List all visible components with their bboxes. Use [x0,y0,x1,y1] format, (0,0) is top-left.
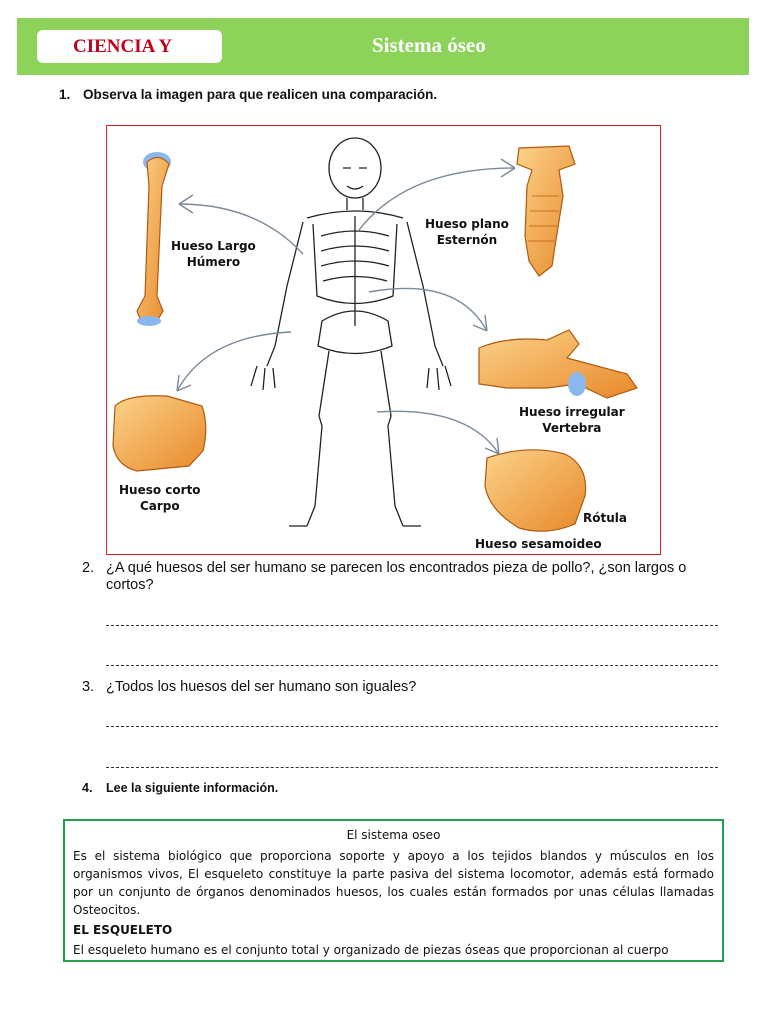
comparison-arrows [177,159,515,454]
label-short-bone [119,482,201,514]
label-long-bone-type: Hueso Largo [171,239,256,253]
vertebra-bone [479,330,637,398]
subject-label: CIENCIA Y [37,30,222,63]
carpal-bone [113,396,206,471]
question-text: Lee la siguiente información. [106,781,279,795]
label-patella: Rótula [583,511,627,525]
info-subtitle: EL ESQUELETO [73,923,173,937]
label-short-bone-type: Hueso corto [119,483,201,497]
label-irregular-bone-type: Hueso irregular [519,405,625,419]
question-number: 4. [82,781,93,795]
label-irregular-bone-name: Vertebra [542,421,602,435]
label-flat-bone [425,216,509,248]
question-4 [82,780,722,798]
page-title: Sistema óseo [372,33,486,57]
label-long-bone-name: Húmero [186,255,241,269]
question-number: 2. [82,560,95,576]
answer-line[interactable] [106,726,718,727]
label-sesamoid-bone: Hueso sesamoideo [475,537,602,551]
question-text: ¿A qué huesos del ser humano se parecen los encontrados pieza de pollo?, ¿son largos o cortos? [106,560,687,593]
question-3 [82,679,722,697]
label-flat-bone-type: Hueso plano [425,217,509,231]
question-2 [82,560,722,600]
header-banner [17,18,749,75]
question-1 [59,86,709,104]
info-title: El sistema oseo [346,828,441,842]
question-text: Observa la imagen para que realicen una comparación. [83,87,438,102]
answer-line[interactable] [106,767,718,768]
answer-line[interactable] [106,625,718,626]
info-box [63,819,724,962]
humerus-bone [137,152,171,326]
question-number: 1. [59,87,71,102]
question-text: ¿Todos los huesos del ser humano son iguales? [106,679,417,695]
label-flat-bone-name: Esternón [436,233,498,247]
sternum-bone [517,146,575,276]
label-irregular-bone [519,404,625,436]
question-number: 3. [82,679,95,695]
info-paragraph: Es el sistema biológico que proporciona soporte y apoyo a los tejidos blandos y músculos en los organismos vivos, El esqueleto constituye la parte pasiva del sistema locomotor, además está formado por un conjunto de órganos denominados huesos, los cuales están formados por unas células llamadas Osteocitos. [73,849,714,917]
info-paragraph: El esqueleto humano es el conjunto total y organizado de piezas óseas que proporcionan al cuerpo [73,943,669,957]
patella-bone [485,450,586,531]
label-short-bone-name: Carpo [139,499,180,513]
label-long-bone [171,238,256,270]
skeleton-figure [106,125,661,555]
answer-line[interactable] [106,665,718,666]
